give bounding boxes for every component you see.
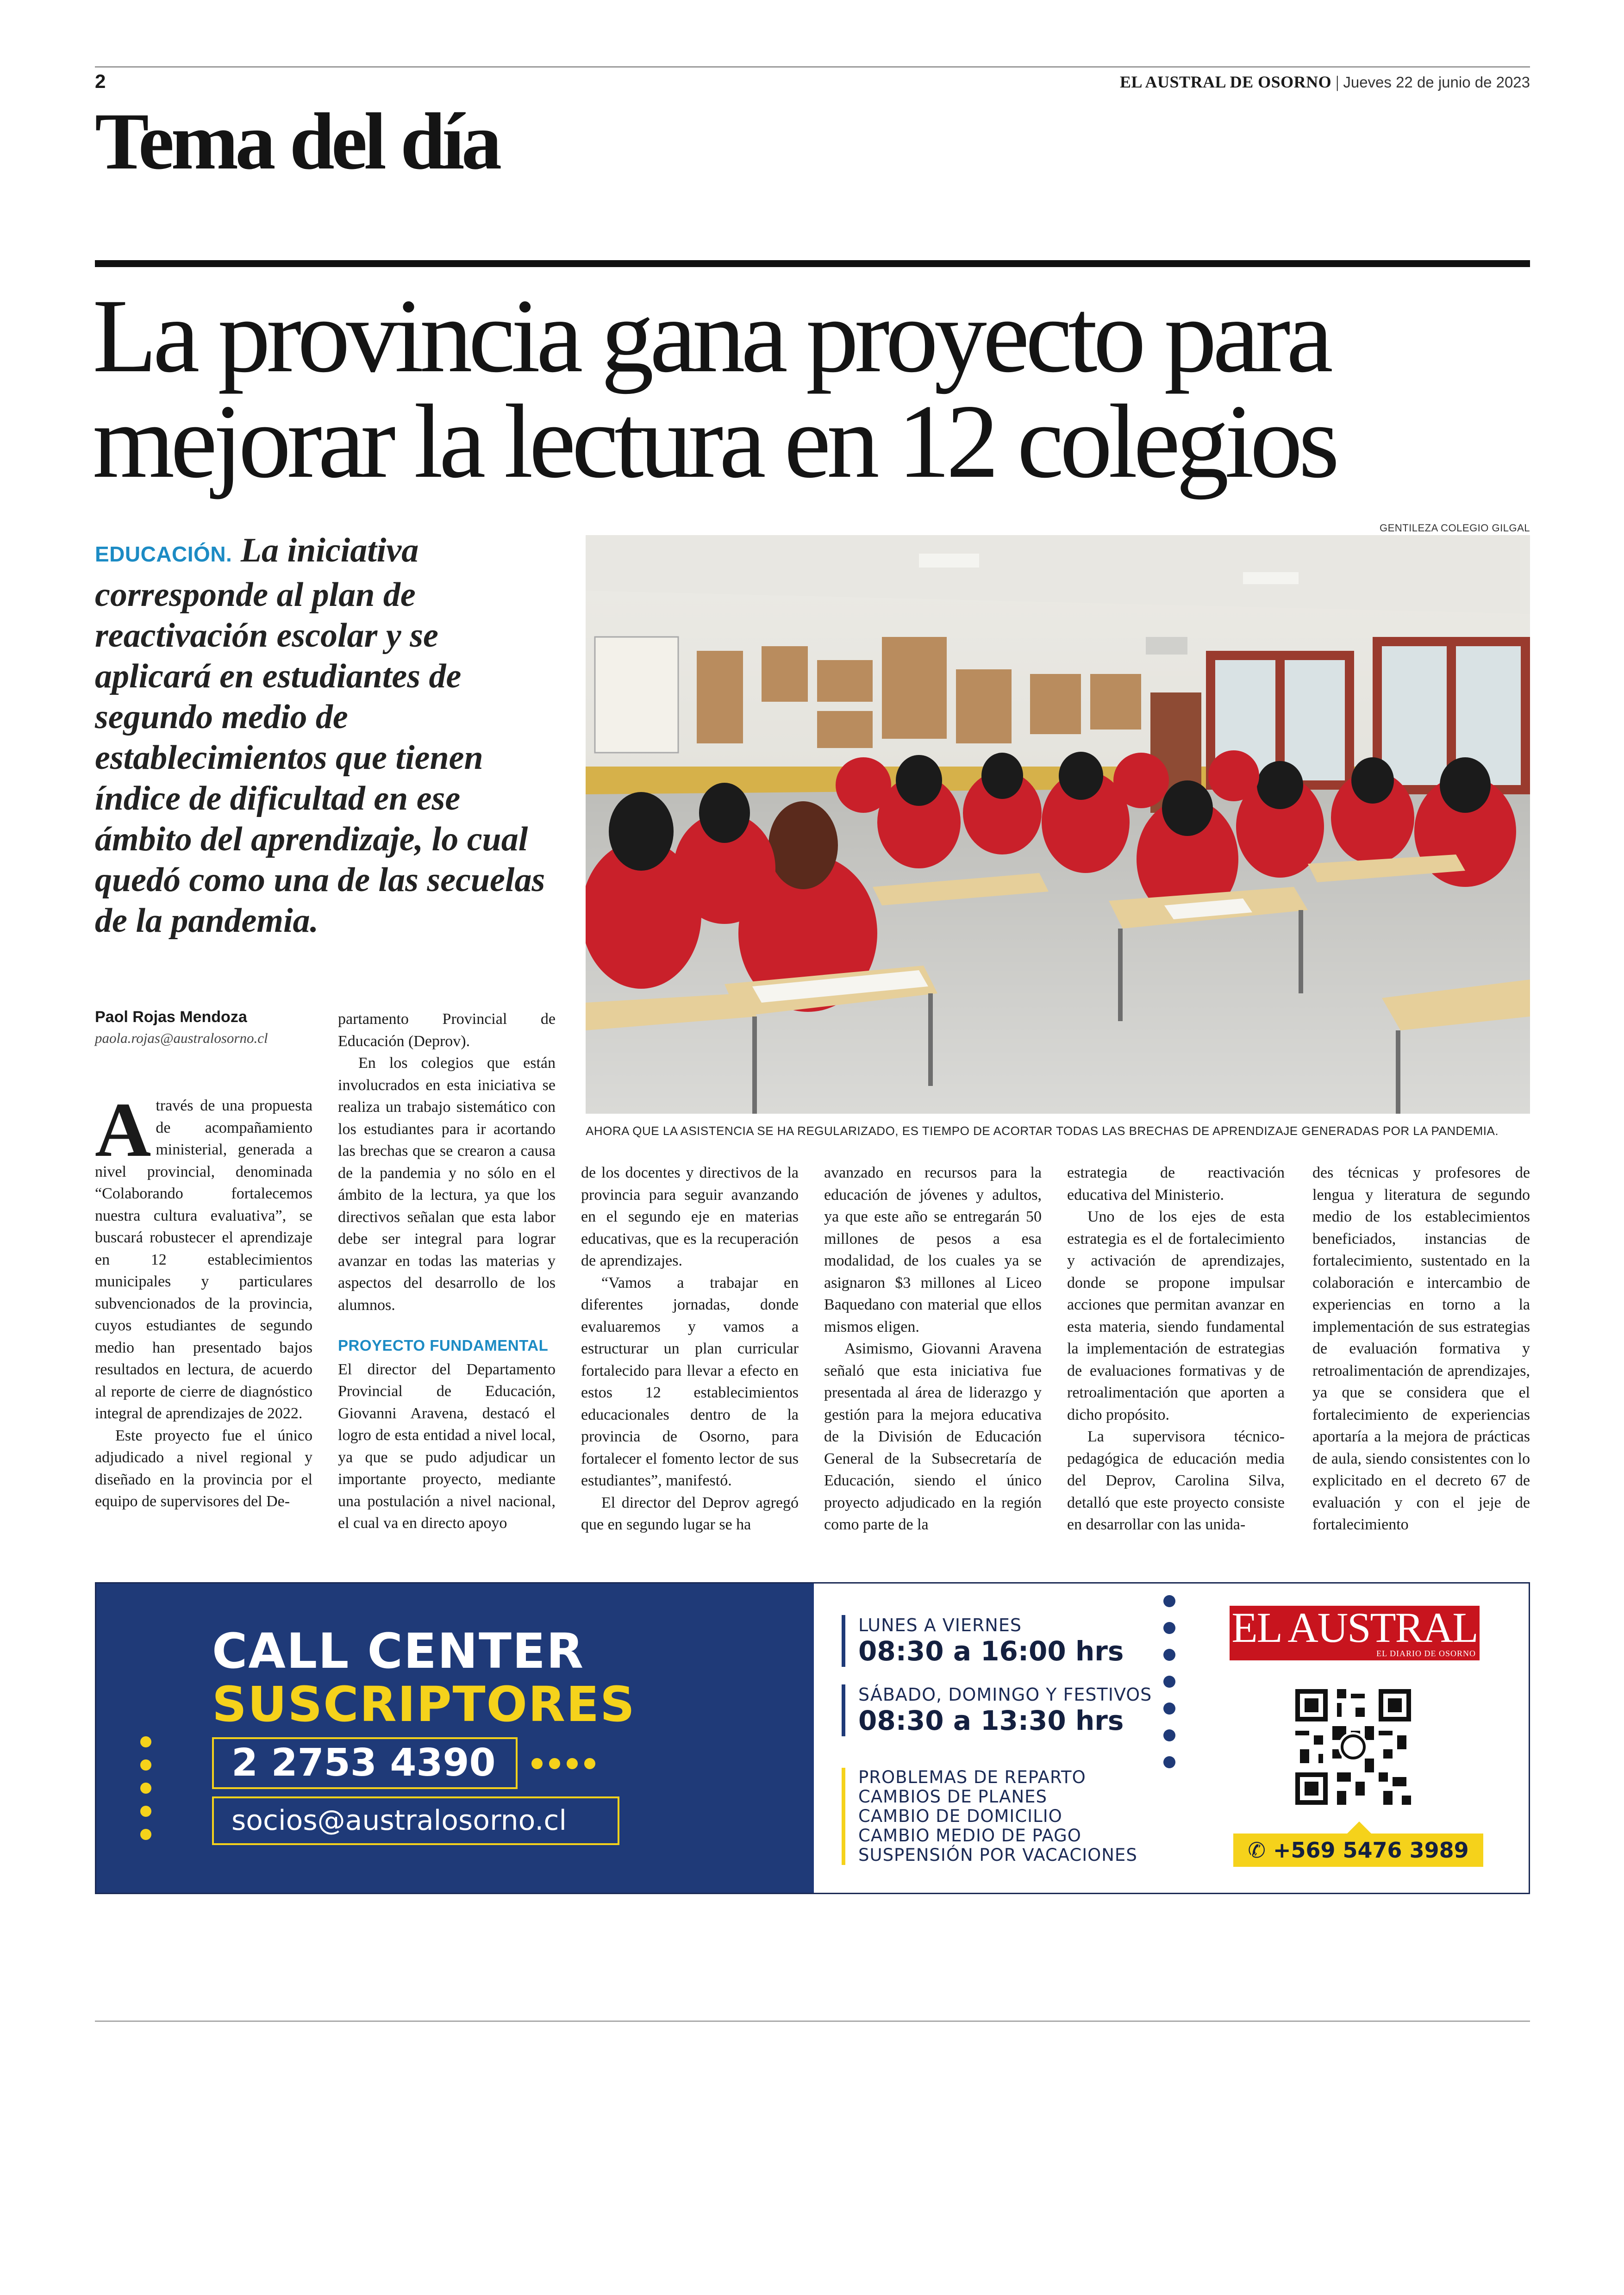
- classroom-photo: [586, 535, 1530, 1114]
- article-column-5: [1067, 1162, 1285, 1536]
- article-column-1: [95, 1087, 312, 1513]
- bottom-rule: [95, 2021, 1530, 2022]
- headline: [93, 278, 1542, 500]
- section-rule: [95, 260, 1530, 267]
- headline-line-1: La provincia gana proyecto para: [93, 278, 1329, 394]
- article-paragraph: de los docentes y directivos de la provincia para seguir avanzando en el segundo eje en materias educativas, que es la recuperación de aprendizajes.: [581, 1164, 799, 1269]
- article-paragraph: des técnicas y profesores de lengua y literatura de segundo medio de los establecimientos beneficiados, instancias de fortalecimiento, sustentado en la colaboración e intercambio de experiencias en torno a la implementación de sus estrategias de evaluación formativa y retroalimentación de aprendizajes, ya que se considera que el fortalecimiento de experiencias aportaría a la mejora de prácticas de aula, siendo consistentes con lo explicitado en el decreto 67 de evaluación y con el jeje de fortalecimiento: [1312, 1164, 1530, 1533]
- article-paragraph: partamento Provincial de Educación (Deprov).: [338, 1010, 556, 1050]
- author-email: paola.rojas@australosorno.cl: [95, 1030, 268, 1046]
- article-paragraph: La supervisora técnico-pedagógica de educación media del Deprov, Carolina Silva, detalló que este proyecto consiste en desarrollar con las unida-: [1067, 1428, 1285, 1533]
- el-austral-logo: [1230, 1606, 1480, 1660]
- article-paragraph: El director del Deprov agregó que en segundo lugar se ha: [581, 1494, 799, 1533]
- article-paragraph: Este proyecto fue el único adjudicado a nivel regional y diseñado en la provincia por el equipo de supervisores del De-: [95, 1427, 312, 1510]
- headline-line-2: mejorar la lectura en 12 colegios: [93, 383, 1336, 500]
- ad-title: CALL CENTER: [212, 1623, 585, 1679]
- classroom-illustration: [586, 535, 1530, 1114]
- byline: [95, 1008, 312, 1047]
- ad-phone-number[interactable]: 2 2753 4390: [212, 1737, 518, 1789]
- ad-email[interactable]: socios@australosorno.cl: [212, 1796, 619, 1845]
- top-rule: [95, 66, 1530, 68]
- article-paragraph: estrategia de reactivación educativa del Ministerio.: [1067, 1164, 1285, 1204]
- service-item: CAMBIOS DE PLANES: [858, 1787, 1047, 1807]
- photo-credit: GENTILEZA COLEGIO GILGAL: [1380, 522, 1530, 534]
- whatsapp-number: +569 5476 3989: [1273, 1838, 1469, 1863]
- schedule-weekends: [842, 1684, 1152, 1736]
- subheading: PROYECTO FUNDAMENTAL: [338, 1337, 549, 1354]
- article-column-6: [1312, 1162, 1530, 1536]
- paragraph-text: través de una propuesta de acompañamiento ministerial, generada a nivel provincial, denominada “Colaborando fortalecemos nuestra cultura evaluativa”, se buscará robustecer el aprendizaje en 12 establecimientos municipales y particulares subvencionados de la provincia, cuyos estudiantes de segundo medio han presentado bajos resultados en lectura, de acuerdo al reporte de cierre de diagnóstico integral de aprendizajes de 2022.: [95, 1097, 312, 1422]
- whatsapp-contact[interactable]: [1233, 1834, 1483, 1867]
- article-paragraph: El director del Departamento Provincial de Educación, Giovanni Aravena, destacó el logro de esta entidad a nivel local, ya que se pudo adjudicar un importante proyecto, mediante una postulación a nivel nacional, el cual va en directo apoyo: [338, 1360, 556, 1532]
- article-paragraph: avanzado en recursos para la educación de jóvenes y adultos, ya que este año se entregarán 50 millones de pesos a esa modalidad, de los cuales ya se asignaron $3 millones al Liceo Baquedano con material que ellos mismos eligen.: [824, 1164, 1042, 1335]
- publication-name: EL AUSTRAL DE OSORNO: [1119, 73, 1332, 91]
- photo-caption: AHORA QUE LA ASISTENCIA SE HA REGULARIZADO, ES TIEMPO DE ACORTAR TODAS LAS BRECHAS DE APRENDIZAJE GENERADAS POR LA PANDEMIA.: [586, 1124, 1499, 1138]
- qr-code-icon[interactable]: [1291, 1684, 1416, 1809]
- callout-tip: [1346, 1821, 1372, 1834]
- author-name: Paol Rojas Mendoza: [95, 1008, 247, 1026]
- schedule-hours: 08:30 a 16:00 hrs: [858, 1635, 1124, 1667]
- drop-cap: A: [95, 1087, 151, 1173]
- logo-main: EL AUSTRAL: [1231, 1604, 1478, 1651]
- article-column-4: [824, 1162, 1042, 1536]
- article-paragraph: Asimismo, Giovanni Aravena señaló que esta iniciativa fue presentada al área de liderazgo y gestión para la mejora educativa de la División de Educación General de la Subsecretaría de Educación, siendo el único proyecto adjudicado en la región como parte de la: [824, 1340, 1042, 1533]
- lead-text: La iniciativa corresponde al plan de reactivación escolar y se aplicará en estudiantes de segundo medio de establecimientos que tienen índice de dificultad en ese ámbito del aprendizaje, lo cual quedó como una de las secuelas de la pandemia.: [95, 531, 545, 940]
- decorative-dots-navy: [1163, 1595, 1175, 1783]
- masthead: [1120, 72, 1530, 92]
- article-paragraph: “Vamos a trabajar en diferentes jornadas, donde evaluaremos y vamos a estructurar un plan curricular fortalecido para llevar a efecto en estos 12 establecimientos educacionales dentro de la provincia de Osorno, para fortalecer el fomento lector de sus estudiantes”, manifestó.: [581, 1274, 799, 1489]
- service-item: CAMBIO MEDIO DE PAGO: [858, 1826, 1081, 1846]
- section-title: Tema del día: [95, 96, 499, 186]
- decorative-dots-horizontal: [531, 1758, 602, 1771]
- schedule-weekdays: [842, 1615, 1124, 1667]
- kicker: EDUCACIÓN.: [95, 542, 232, 566]
- issue-date: Jueves 22 de junio de 2023: [1343, 74, 1530, 91]
- article-column-2: [338, 1008, 556, 1534]
- services-list: [842, 1768, 1137, 1865]
- schedule-hours: 08:30 a 13:30 hrs: [858, 1705, 1124, 1736]
- service-item: CAMBIO DE DOMICILIO: [858, 1806, 1062, 1826]
- logo-sub: EL DIARIO DE OSORNO: [1376, 1649, 1476, 1658]
- article-paragraph: En los colegios que están involucrados en esta iniciativa se realiza un trabajo sistemático con los estudiantes para ir acortando las brechas que se crearon a causa de la pandemia y no sólo en el ámbito de la lectura, ya que los directivos señalan que esta labor debe ser integral para lograr avanzar en todas las materias y aspectos del desarrollo de los alumnos.: [338, 1054, 556, 1314]
- service-item: SUSPENSIÓN POR VACACIONES: [858, 1845, 1137, 1865]
- masthead-separator: |: [1331, 73, 1343, 91]
- article-paragraph: Uno de los ejes de esta estrategia es el de fortalecimiento y activación de aprendizajes, donde se propone impulsar acciones que permitan avanzar en esta materia, siendo fundamental la implementación de estrategias de evaluaciones formativas y de retroalimentación que aporten a dicho propósito.: [1067, 1208, 1285, 1423]
- service-item: PROBLEMAS DE REPARTO: [858, 1767, 1086, 1787]
- schedule-days: LUNES A VIERNES: [858, 1615, 1022, 1635]
- schedule-days: SÁBADO, DOMINGO Y FESTIVOS: [858, 1684, 1152, 1705]
- page-number: 2: [95, 70, 106, 92]
- call-center-ad[interactable]: [95, 1582, 1530, 1894]
- ad-subtitle: SUSCRIPTORES: [212, 1676, 636, 1733]
- lead-paragraph: [95, 530, 558, 941]
- whatsapp-icon: ✆: [1248, 1838, 1266, 1863]
- article-paragraph: [95, 1087, 312, 1425]
- article-column-3: [581, 1162, 799, 1536]
- decorative-dots-vertical: [140, 1736, 152, 1852]
